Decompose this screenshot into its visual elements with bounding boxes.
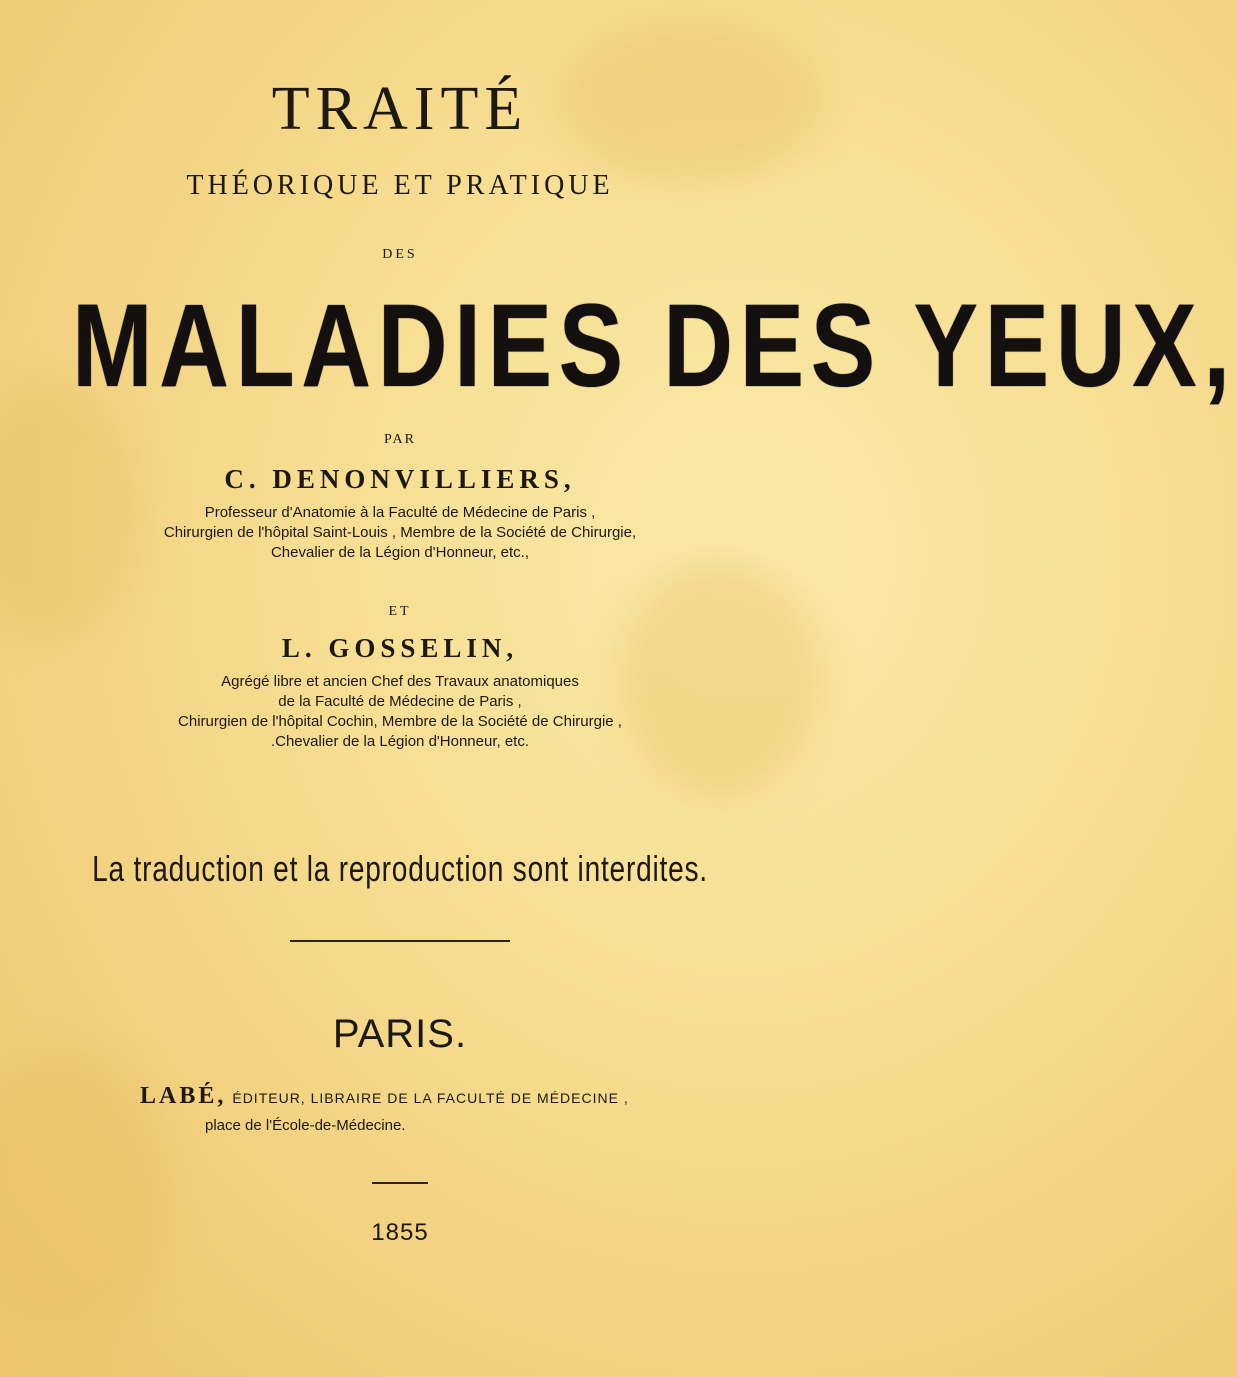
author2-bio-line: Chirurgien de l'hôpital Cochin, Membre de la Société de Chirurgie , <box>178 713 622 730</box>
publisher-line <box>140 1083 629 1110</box>
connector-des: DES <box>382 247 418 262</box>
city: PARIS. <box>332 1012 468 1056</box>
author2-bio-line: de la Faculté de Médecine de Paris , <box>278 693 522 710</box>
author2-bio-line: Agrégé libre et ancien Chef des Travaux anatomiques <box>221 673 579 690</box>
author1-bio-line: Chirurgien de l'hôpital Saint-Louis , Membre de la Société de Chirurgie, <box>163 524 637 541</box>
publisher-role: ÉDITEUR, LIBRAIRE DE LA FACULTÉ DE MÉDECINE , <box>232 1090 629 1106</box>
main-title: MALADIES DES YEUX, <box>72 280 1237 412</box>
author1-bio-line: Professeur d'Anatomie à la Faculté de Médecine de Paris , <box>204 504 596 521</box>
by-label: PAR <box>384 432 416 447</box>
publisher-address: place de l'École-de-Médecine. <box>205 1117 406 1134</box>
author2-bio-line: .Chevalier de la Légion d'Honneur, etc. <box>270 733 530 750</box>
author1-name: C. DENONVILLIERS, <box>224 464 576 494</box>
divider <box>290 940 510 942</box>
author1-bio-line: Chevalier de la Légion d'Honneur, etc., <box>270 544 530 561</box>
divider <box>372 1182 428 1184</box>
year: 1855 <box>371 1219 429 1246</box>
connector-et: ET <box>388 604 412 619</box>
title: TRAITÉ <box>271 75 529 143</box>
rights-notice: La traduction et la reproduction sont interdites. <box>92 848 708 889</box>
author2-name: L. GOSSELIN, <box>281 633 519 663</box>
publisher-name: LABÉ, <box>140 1083 227 1109</box>
subtitle: THÉORIQUE ET PRATIQUE <box>186 170 614 201</box>
